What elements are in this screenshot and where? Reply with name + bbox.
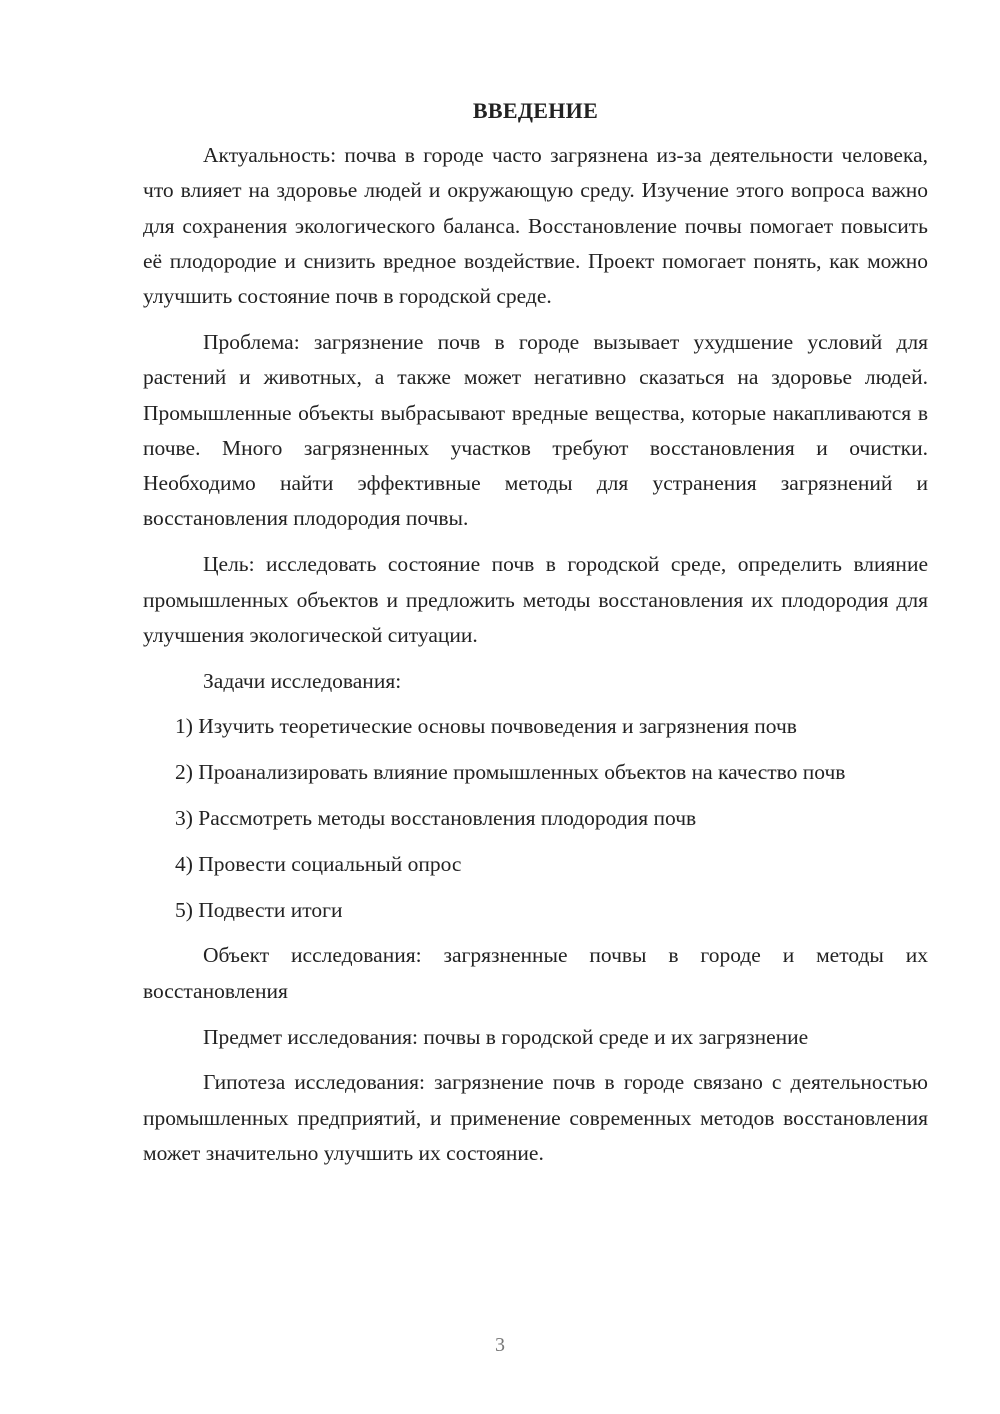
tasks-heading: Задачи исследования: xyxy=(203,668,402,693)
task-item-4: 4) Провести социальный опрос xyxy=(175,851,462,876)
paragraph-problem: Проблема: загрязнение почв в городе вызывает ухудшение условий для растений и животных, а также может негативно сказаться на здоровье людей. Промышленные объекты выбрасывают вредные вещества, которые накапливаются в почве. Много загрязненных участков требуют восстановления и очистки. Необходимо найти эффективные методы для устранения загрязнений и восстановления плодородия почвы. xyxy=(143,329,928,531)
task-item-2: 2) Проанализировать влияние промышленных объектов на качество почв xyxy=(175,760,846,785)
section-title: ВВЕДЕНИЕ xyxy=(472,98,599,123)
paragraph-subject: Предмет исследования: почвы в городской среде и их загрязнение xyxy=(203,1024,809,1049)
task-item-5: 5) Подвести итоги xyxy=(175,897,343,922)
paragraph-goal: Цель: исследовать состояние почв в городской среде, определить влияние промышленных объектов и предложить методы восстановления их плодородия для улучшения экологической ситуации. xyxy=(143,552,928,647)
page-number: 3 xyxy=(495,1334,505,1356)
task-item-3: 3) Рассмотреть методы восстановления плодородия почв xyxy=(175,806,697,831)
paragraph-object: Объект исследования: загрязненные почвы в городе и методы их восстановления xyxy=(143,943,928,1003)
paragraph-hypothesis: Гипотеза исследования: загрязнение почв в городе связано с деятельностью промышленных предприятий, и применение современных методов восстановления может значительно улучшить их состояние. xyxy=(143,1070,928,1165)
document-page xyxy=(143,96,928,1171)
paragraph-relevance: Актуальность: почва в городе часто загрязнена из-за деятельности человека, что влияет на здоровье людей и окружающую среду. Изучение этого вопроса важно для сохранения экологического баланса. Восстановление почвы помогает повысить её плодородие и снизить вредное воздействие. Проект помогает понять, как можно улучшить состояние почв в городской среде. xyxy=(143,143,928,309)
task-item-1: 1) Изучить теоретические основы почвоведения и загрязнения почв xyxy=(175,714,797,739)
